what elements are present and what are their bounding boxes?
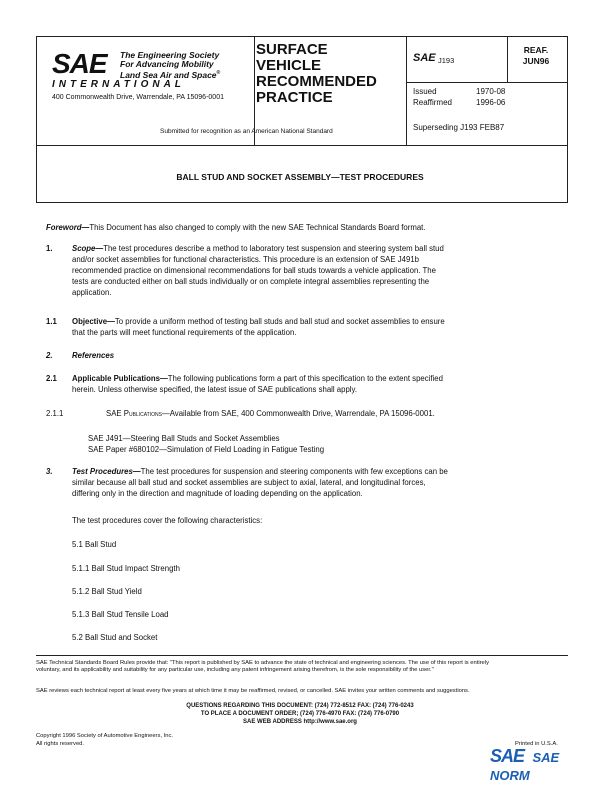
list-item: 5.1 Ball Stud — [72, 540, 117, 549]
applicable-publications: Applicable Publications—The following publications form a part of this specification to the extent specified herein. Unless otherwise specified, the latest issue of SAE publications shall apply. — [72, 374, 443, 394]
section-number: 2. — [46, 351, 53, 360]
sae-norm-logo: SAE SAE NORM — [490, 746, 560, 783]
logo-tagline: Land Sea Air and Space® — [120, 69, 221, 80]
issued-label: Issued — [413, 87, 437, 96]
issued-value: 1970-08 — [476, 87, 506, 96]
reaffirmed-label: Reaffirmed — [413, 98, 452, 107]
section-number: 2.1 — [46, 374, 57, 383]
footer-questions: QUESTIONS REGARDING THIS DOCUMENT: (724) 772-8512 FAX: (724) 776-0243 — [186, 703, 414, 709]
sae-publications: SAE Publications—Available from SAE, 400 Commonwealth Drive, Warrendale, PA 15096-0001. — [106, 409, 435, 418]
doc-number: J193 — [438, 56, 455, 65]
list-item: 5.2 Ball Stud and Socket — [72, 633, 158, 642]
section-number: 2.1.1 — [46, 409, 64, 418]
logo-tagline: The Engineering Society — [120, 50, 220, 60]
superseding: Superseding J193 FEB87 — [413, 123, 505, 132]
document-title: BALL STUD AND SOCKET ASSEMBLY—TEST PROCEDURES — [176, 172, 424, 182]
logo-tagline: For Advancing Mobility — [120, 59, 214, 69]
sae-logo: SAE — [52, 48, 107, 79]
reference-list: SAE J491—Steering Ball Studs and Socket Assemblies SAE Paper #680102—Simulation of Field Loading in Fatigue Testing — [88, 434, 325, 454]
sae-address: 400 Commonwealth Drive, Warrendale, PA 15096-0001 — [52, 94, 224, 101]
footer-policy: SAE Technical Standards Board Rules provide that: "This report is published by SAE to advance the state of technical and engineering sciences. The use of this report is entirely voluntary, and its applicability and suitability for any particular use, including any patent infringement arising therefrom, is the sole responsibility of the user." — [36, 660, 489, 673]
list-item: 5.1.2 Ball Stud Yield — [72, 587, 142, 596]
objective-section: Objective—To provide a uniform method of testing ball studs and ball stud and socket assemblies to ensure that the parts will meet functional requirements of the application. — [72, 317, 445, 337]
list-item: 5.1.3 Ball Stud Tensile Load — [72, 610, 169, 619]
section-number: 3. — [46, 467, 53, 476]
header-divider — [507, 36, 508, 82]
copyright: Copyright 1996 Society of Automotive Engineers, Inc. — [36, 733, 173, 739]
header-divider — [406, 82, 568, 83]
footer-order: TO PLACE A DOCUMENT ORDER; (724) 776-4970 FAX: (724) 776-0790 — [200, 711, 400, 717]
footer-review: SAE reviews each technical report at least every five years at which time it may be reaffirmed, revised, or cancelled. SAE invites your written comments and suggestions. — [36, 688, 470, 694]
logo-international: INTERNATIONAL — [52, 79, 185, 90]
doc-type: SURFACE VEHICLE RECOMMENDED PRACTICE — [256, 41, 377, 106]
submitted-note: Submitted for recognition as an American National Standard — [160, 128, 333, 135]
section-number: 1.1 — [46, 317, 57, 326]
footer-rule — [36, 655, 568, 656]
section-number: 1. — [46, 244, 53, 253]
foreword: Foreword—This Document has also changed to comply with the new SAE Technical Standards Board format. — [46, 223, 426, 232]
footer-web: SAE WEB ADDRESS http://www.sae.org — [243, 719, 357, 725]
characteristics-intro: The test procedures cover the following characteristics: — [72, 516, 263, 525]
header-divider — [406, 36, 407, 146]
sae-mark: SAE — [413, 52, 436, 64]
reaf-label: REAF. JUN96 — [522, 45, 550, 66]
test-procedures: Test Procedures—The test procedures for suspension and steering components with few exceptions can be similar because all ball stud and socket assemblies are subject to axial, lateral, and longitudinal forces, differing only in the direction and magnitude of loading depending on the application. — [72, 467, 448, 498]
list-item: 5.1.1 Ball Stud Impact Strength — [72, 564, 180, 573]
reaffirmed-value: 1996-06 — [476, 98, 506, 107]
scope-section: Scope—The test procedures describe a method to laboratory test suspension and steering system ball stud and/or socket assemblies for functional characteristics. This procedure is an extension of SAE J491b recommended practice on dimensional recommendations for ball studs towards a vehicle application. The tests are conducted either on ball studs individually or on complete integral assemblies representing the application. — [72, 244, 444, 297]
references-heading: References — [72, 351, 115, 360]
rights: All rights reserved. — [36, 741, 85, 747]
printed-in: Printed in U.S.A. — [515, 741, 558, 747]
